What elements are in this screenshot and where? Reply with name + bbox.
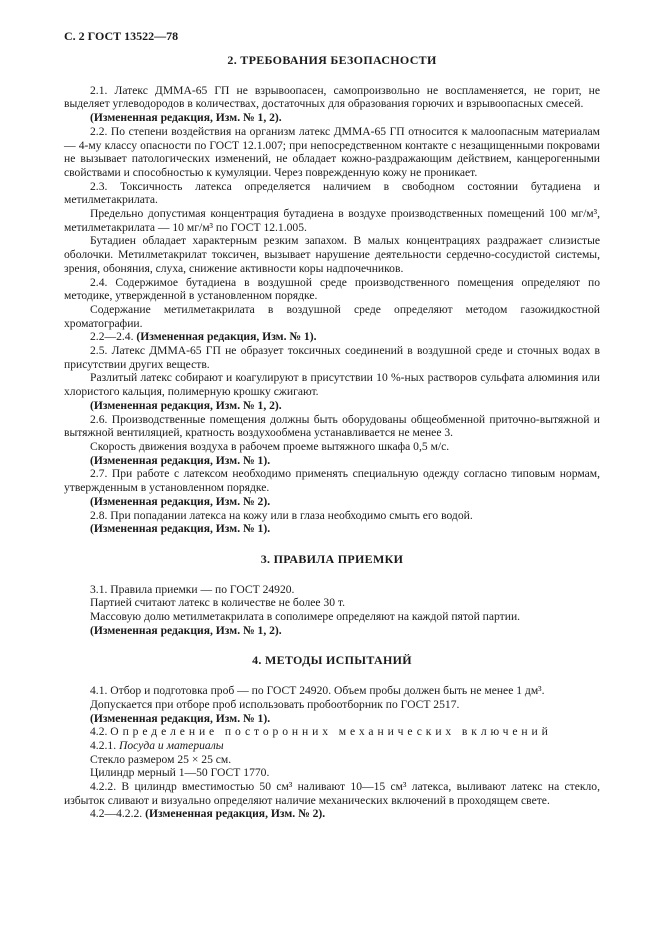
item-number: 2.2—2.4. <box>90 330 134 344</box>
paragraph-2-3: 2.3. Токсичность латекса определяется наличием в свободном состоянии бутадиена и метилметакрилата. <box>64 179 600 207</box>
paragraph-4-2 <box>64 725 600 739</box>
revision-note: (Измененная редакция, Изм. № 2). <box>90 494 271 508</box>
revision-note: (Измененная редакция, Изм. № 1, 2). <box>90 111 282 125</box>
paragraph-sampler: Допускается при отборе проб использовать пробоотборник по ГОСТ 2517. <box>90 697 460 711</box>
paragraph-glass: Стекло размером 25 × 25 см. <box>90 752 232 766</box>
revision-note: (Измененная редакция, Изм. № 1, 2). <box>90 398 282 412</box>
section-4-title: 4. МЕТОДЫ ИСПЫТАНИЙ <box>252 653 412 668</box>
paragraph-4-1: 4.1. Отбор и подготовка проб — по ГОСТ 24920. Объем пробы должен быть не менее 1 дм³. <box>90 684 545 698</box>
paragraph-2-6: 2.6. Производственные помещения должны быть оборудованы общеобменной приточно-вытяжной и вытяжной вентиляцией, кратность воздухообмена устанавливается не менее 3. <box>64 412 600 440</box>
paragraph-concentration: Предельно допустимая концентрация бутадиена в воздухе производственных помещений 100 мг/м³, метилметакрилата — 10 мг/м³ по ГОСТ 12.1.005. <box>64 207 600 234</box>
paragraph-mma-content: Содержание метилметакрилата в воздушной среде определяют методом газожидкостной хроматографии. <box>64 302 600 330</box>
section-3-title: 3. ПРАВИЛА ПРИЕМКИ <box>260 551 404 566</box>
revision-note: (Измененная редакция, Изм. № 1). <box>90 711 271 725</box>
paragraph-batch: Партией считают латекс в количестве не более 30 т. <box>90 596 346 610</box>
paragraph-2-2-2-4 <box>64 330 600 344</box>
paragraph-cylinder: Цилиндр мерный 1—50 ГОСТ 1770. <box>90 766 270 780</box>
page-header: С. 2 ГОСТ 13522—78 <box>64 29 179 43</box>
paragraph-spill: Разлитый латекс собирают и коагулируют в присутствии 10 %-ных растворов сульфата алюминия или хлористого кальция, полимерную крошку сжигают. <box>64 371 600 399</box>
paragraph-air-speed: Скорость движения воздуха в рабочем проеме вытяжного шкафа 0,5 м/с. <box>90 439 450 453</box>
paragraph-butadiene: Бутадиен обладает характерным резким запахом. В малых концентрациях раздражает слизистые оболочки. Метилметакрилат токсичен, вызывает нарушение деятельности сердечно-сосудистой системы, зрения, обоняния, слуха, снижение активности коры надпочечников. <box>64 234 600 275</box>
paragraph-4-2-1 <box>64 739 600 753</box>
paragraph-4-2-2: 4.2.2. В цилиндр вместимостью 50 см³ наливают 10—15 см³ латекса, выливают латекс на стекло, избыток сливают и визуально определяют наличие механических включений в проходящем свете. <box>64 780 600 807</box>
paragraph-2-8: 2.8. При попадании латекса на кожу или в глаза необходимо смыть его водой. <box>90 508 473 522</box>
subsection-heading: Определение посторонних механических включений <box>110 725 552 739</box>
revision-note: (Измененная редакция, Изм. № 2). <box>145 807 326 821</box>
paragraph-2-7: 2.7. При работе с латексом необходимо применять специальную одежду согласно типовым нормам, утвержденным в установленном порядке. <box>64 467 600 495</box>
subsection-heading: Посуда и материалы <box>119 738 224 752</box>
item-number: 4.2—4.2.2. <box>90 807 143 821</box>
item-number: 4.2. <box>90 725 108 739</box>
paragraph-2-4: 2.4. Содержимое бутадиена в воздушной среде производственного помещения определяют по методике, утвержденной в установленном порядке. <box>64 275 600 303</box>
document-body <box>64 54 600 821</box>
item-number: 4.2.1. <box>90 738 117 752</box>
revision-note: (Измененная редакция, Изм. № 1). <box>90 453 271 467</box>
section-2-title: 2. ТРЕБОВАНИЯ БЕЗОПАСНОСТИ <box>227 53 437 67</box>
revision-note: (Измененная редакция, Изм. № 1, 2). <box>90 623 282 637</box>
revision-note: (Измененная редакция, Изм. № 1). <box>136 330 317 344</box>
paragraph-4-2-4-2-2 <box>64 807 600 821</box>
paragraph-mass-fraction: Массовую долю метилметакрилата в сополимере определяют на каждой пятой партии. <box>90 610 521 624</box>
paragraph-3-1: 3.1. Правила приемки — по ГОСТ 24920. <box>90 582 295 596</box>
paragraph-2-1: 2.1. Латекс ДММА-65 ГП не взрывоопасен, самопроизвольно не воспламеняется, не горит, не выделяет углеводородов в количествах, достаточных для образования горючих и взрывоопасных смесей. <box>64 83 600 111</box>
revision-note: (Измененная редакция, Изм. № 1). <box>90 522 271 536</box>
paragraph-2-5: 2.5. Латекс ДММА-65 ГП не образует токсичных соединений в воздушной среде и сточных водах в присутствии других веществ. <box>64 344 600 371</box>
paragraph-2-2: 2.2. По степени воздействия на организм латекс ДММА-65 ГП относится к малоопасным материалам — 4-му классу опасности по ГОСТ 12.1.007; при непосредственном контакте с незащищенными покровами не вызывает патологических изменений, не обладает кожно-раздражающим действием, канцерогенными свойствами и способностью к кумуляции. Через поврежденную кожу не проникает. <box>64 124 600 179</box>
